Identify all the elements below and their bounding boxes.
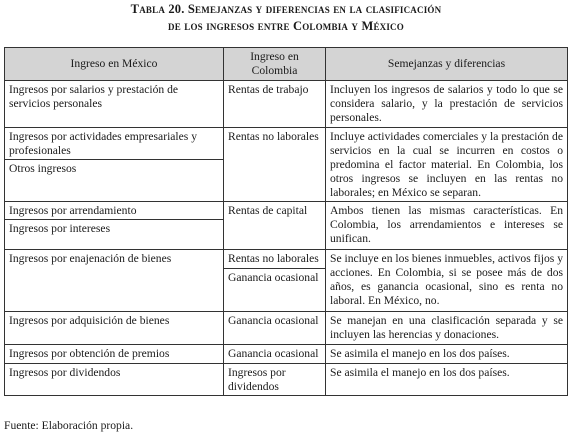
- header-row: [5, 48, 568, 81]
- table-row: [5, 364, 568, 396]
- cell-mexico: Ingresos por actividades empresariales y profesionales: [5, 128, 224, 160]
- table-row: [5, 202, 568, 220]
- cell-mexico: Ingresos por intereses: [5, 220, 224, 250]
- cell-notes: Ambos tienen las mismas características. En Colombia, los arrendamientos e intereses se unifican.: [326, 202, 568, 250]
- cell-mexico: Otros ingresos: [5, 160, 224, 202]
- table-row: [5, 81, 568, 128]
- cell-colombia: Ganancia ocasional: [224, 345, 326, 364]
- table-row: [5, 345, 568, 364]
- cell-colombia: Ganancia ocasional: [224, 312, 326, 345]
- cell-colombia: Ingresos por dividendos: [224, 364, 326, 396]
- table-title-line-1: Tabla 20. Semejanzas y diferencias en la clasificación: [130, 2, 442, 16]
- cell-notes: Incluyen los ingresos de salarios y todo lo que se considera salario, y la prestación de servicios personales.: [326, 81, 568, 128]
- source-note: Fuente: Elaboración propia.: [4, 419, 134, 432]
- cell-mexico: Ingresos por adquisición de bienes: [5, 312, 224, 345]
- cell-colombia: Rentas no laborales: [224, 250, 326, 269]
- cell-colombia: Rentas de capital: [224, 202, 326, 250]
- table-title-line-2: de los ingresos entre Colombia y México: [168, 19, 404, 33]
- cell-colombia: Rentas de trabajo: [224, 81, 326, 128]
- cell-mexico: Ingresos por salarios y prestación de servicios personales: [5, 81, 224, 128]
- cell-notes: Se incluye en los bienes inmuebles, activos fijos y acciones. En Colombia, si se posee más de dos años, es ganancia ocasional, sino es renta no laboral. En México, no.: [326, 250, 568, 312]
- header-notes: Semejanzas y diferencias: [326, 48, 568, 81]
- cell-mexico: Ingresos por obtención de premios: [5, 345, 224, 364]
- header-mexico: Ingreso en México: [5, 48, 224, 81]
- cell-notes: Se asimila el manejo en los dos países.: [326, 364, 568, 396]
- cell-mexico: Ingresos por enajenación de bienes: [5, 250, 224, 312]
- comparison-table: [4, 47, 568, 396]
- table-row: [5, 312, 568, 345]
- cell-notes: Se asimila el manejo en los dos países.: [326, 345, 568, 364]
- cell-colombia: Rentas no laborales: [224, 128, 326, 202]
- cell-mexico: Ingresos por arrendamiento: [5, 202, 224, 220]
- cell-mexico: Ingresos por dividendos: [5, 364, 224, 396]
- cell-colombia: Ganancia ocasional: [224, 269, 326, 312]
- cell-notes: Incluye actividades comerciales y la prestación de servicios en la cual se incurren en costos o predomina el factor material. En Colombia, los otros ingresos se incluyen en las rentas no laborales; en México se separan.: [326, 128, 568, 202]
- table-row: [5, 128, 568, 160]
- header-colombia: Ingreso en Colombia: [224, 48, 326, 81]
- cell-notes: Se manejan en una clasificación separada y se incluyen las herencias y donaciones.: [326, 312, 568, 345]
- table-row: [5, 250, 568, 269]
